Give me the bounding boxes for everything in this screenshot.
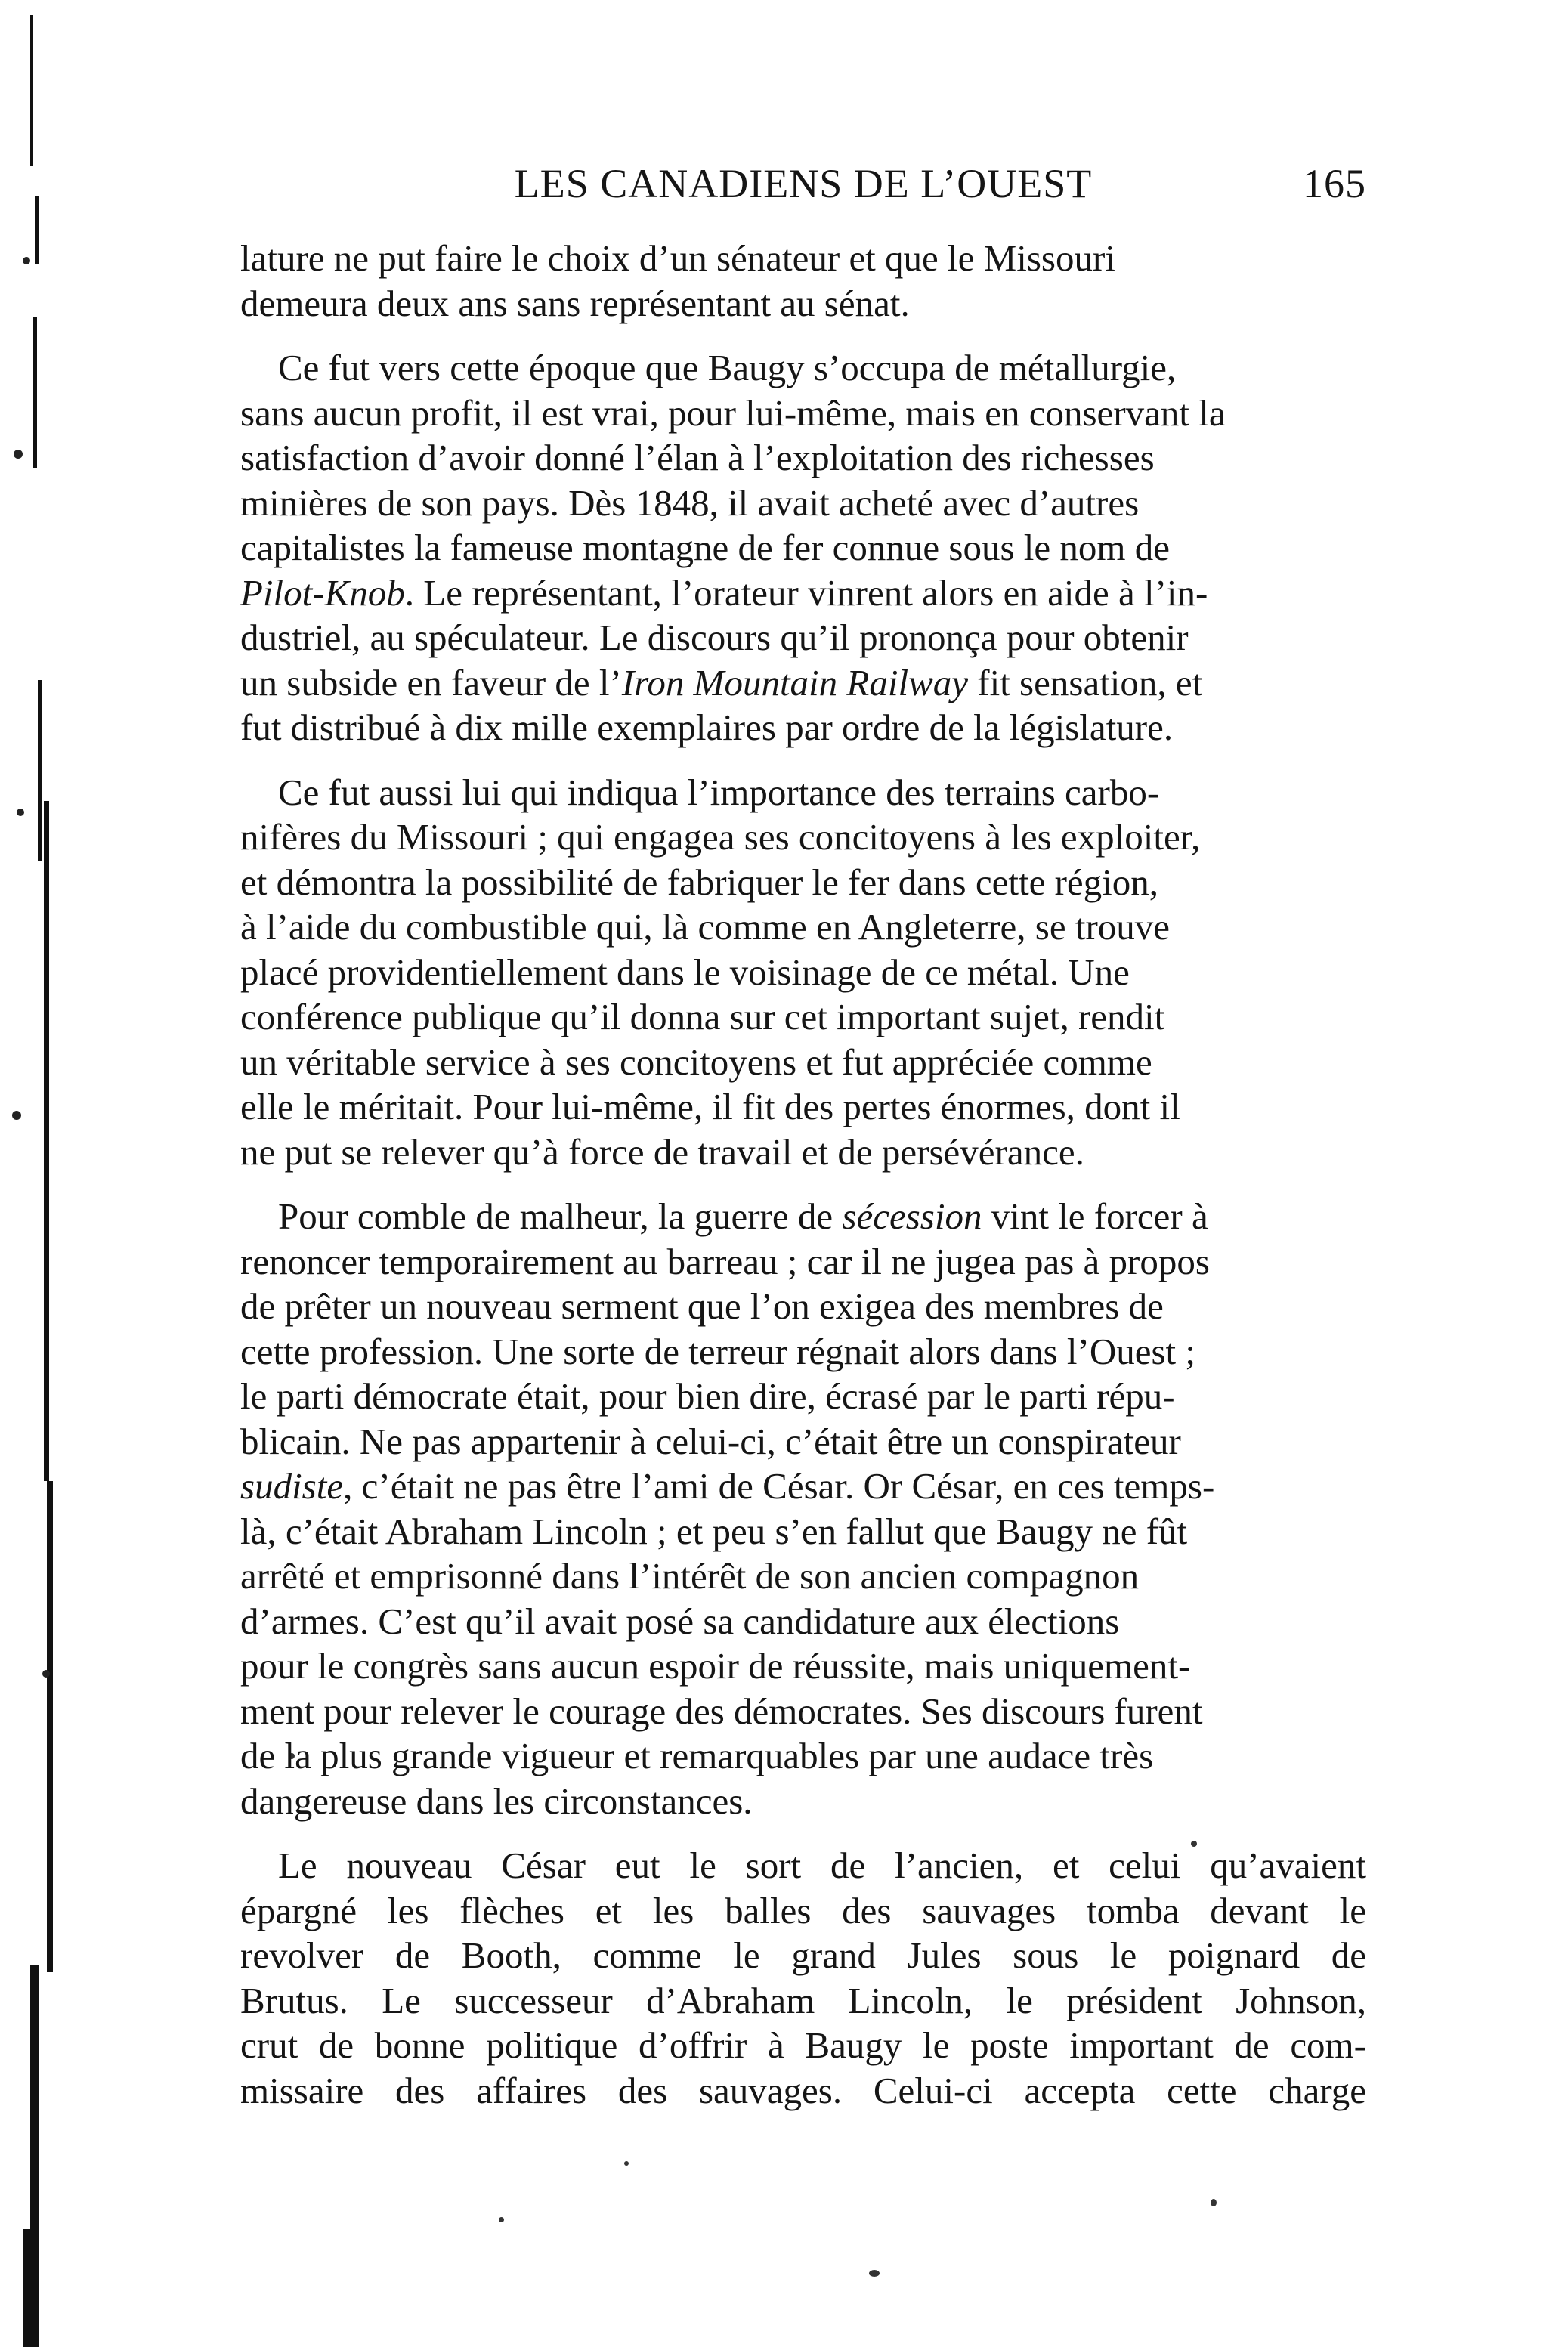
text-line: à l’aide du combustible qui, là comme en Angleterre, se trouve <box>240 906 1171 948</box>
text-line: Ce fut aussi lui qui indiqua l’importance des terrains carbo- <box>278 771 1160 813</box>
text-line: de la plus grande vigueur et remarquables par une audace très <box>240 1735 1154 1776</box>
text-line: de prêter un nouveau serment que l’on exigea des membres de <box>240 1285 1164 1327</box>
text-line: minières de son pays. Dès 1848, il avait acheté avec d’autres <box>240 481 1140 524</box>
running-title: LES CANADIENS DE L’OUEST <box>514 161 1093 206</box>
text-line: cette profession. Une sorte de terreur régnait alors dans l’Ouest ; <box>240 1330 1196 1372</box>
paragraph <box>240 770 1366 1175</box>
text-line: elle le méritait. Pour lui-même, il fit des pertes énormes, dont il <box>240 1086 1180 1127</box>
text-line: revolver de Booth, comme le grand Jules sous le poignard de <box>240 1934 1366 1976</box>
text-line: capitalistes la fameuse montagne de fer connue sous le nom de <box>240 527 1171 568</box>
text-line: arrêté et emprisonné dans l’intérêt de son ancien compagnon <box>240 1555 1140 1597</box>
text-line: missaire des affaires des sauvages. Celui-ci accepta cette charge <box>240 2069 1366 2111</box>
text-line: crut de bonne politique d’offrir à Baugy le poste important de com- <box>240 2024 1366 2066</box>
text-line: satisfaction d’avoir donné l’élan à l’exploitation des richesses <box>240 437 1155 478</box>
text-line: Pilot-Knob. Le représentant, l’orateur vinrent alors en aide à l’in- <box>240 571 1208 614</box>
paragraph <box>240 236 1366 326</box>
text-line: pour le congrès sans aucun espoir de réussite, mais uniquement- <box>240 1645 1191 1687</box>
text-line: Le nouveau César eut le sort de l’ancien, et celui qu’avaient <box>278 1845 1366 1886</box>
text-line: sudiste, c’était ne pas être l’ami de César. Or César, en ces temps- <box>240 1465 1215 1507</box>
text-line: un véritable service à ses concitoyens et fut appréciée comme <box>240 1041 1152 1083</box>
page-speck <box>499 2217 504 2222</box>
page-number: 165 <box>1303 161 1366 206</box>
text-line: lature ne put faire le choix d’un sénateur et que le Missouri <box>240 237 1115 279</box>
text-line: placé providentiellement dans le voisinage de ce métal. Une <box>240 951 1130 993</box>
text-line: dustriel, au spéculateur. Le discours qu’il prononça pour obtenir <box>240 617 1189 658</box>
text-line: Pour comble de malheur, la guerre de sécession vint le forcer à <box>278 1195 1208 1237</box>
page-speck <box>1211 2199 1217 2206</box>
paragraph <box>240 1194 1366 1823</box>
text-line: là, c’était Abraham Lincoln ; et peu s’en fallut que Baugy ne fût <box>240 1510 1188 1552</box>
text-line: le parti démocrate était, pour bien dire, écrasé par le parti répu- <box>240 1375 1175 1417</box>
text-line: ment pour relever le courage des démocrates. Ses discours furent <box>240 1690 1203 1732</box>
text-line: blicain. Ne pas appartenir à celui-ci, c’était être un conspirateur <box>240 1420 1181 1462</box>
text-line: un subside en faveur de l’Iron Mountain Railway fit sensation, et <box>240 661 1203 703</box>
book-page <box>240 151 1366 2132</box>
scanned-page-edge <box>0 0 60 2347</box>
text-line: renoncer temporairement au barreau ; car il ne jugea pas à propos <box>240 1240 1210 1282</box>
page-speck <box>869 2270 880 2277</box>
text-line: épargné les flèches et les balles des sauvages tomba devant le <box>240 1889 1366 1931</box>
text-line: d’armes. C’est qu’il avait posé sa candidature aux élections <box>240 1600 1120 1642</box>
text-line: Brutus. Le successeur d’Abraham Lincoln, le président Johnson, <box>240 1979 1366 2021</box>
text-line: nifères du Missouri ; qui engagea ses concitoyens à les exploiter, <box>240 816 1201 858</box>
text-line: conférence publique qu’il donna sur cet important sujet, rendit <box>240 996 1165 1037</box>
body-text <box>240 236 1366 2113</box>
page-speck <box>624 2161 629 2166</box>
text-line: fut distribué à dix mille exemplaires par ordre de la législature. <box>240 707 1174 748</box>
running-head <box>240 151 1366 212</box>
text-line: ne put se relever qu’à force de travail et de persévérance. <box>240 1130 1084 1173</box>
paragraph <box>240 345 1366 750</box>
text-line: sans aucun profit, il est vrai, pour lui-même, mais en conservant la <box>240 391 1226 434</box>
text-line: demeura deux ans sans représentant au sénat. <box>240 282 910 324</box>
text-line: et démontra la possibilité de fabriquer le fer dans cette région, <box>240 861 1158 903</box>
text-line: Ce fut vers cette époque que Baugy s’occupa de métallurgie, <box>278 347 1177 388</box>
text-line: dangereuse dans les circonstances. <box>240 1780 753 1822</box>
paragraph <box>240 1843 1366 2113</box>
